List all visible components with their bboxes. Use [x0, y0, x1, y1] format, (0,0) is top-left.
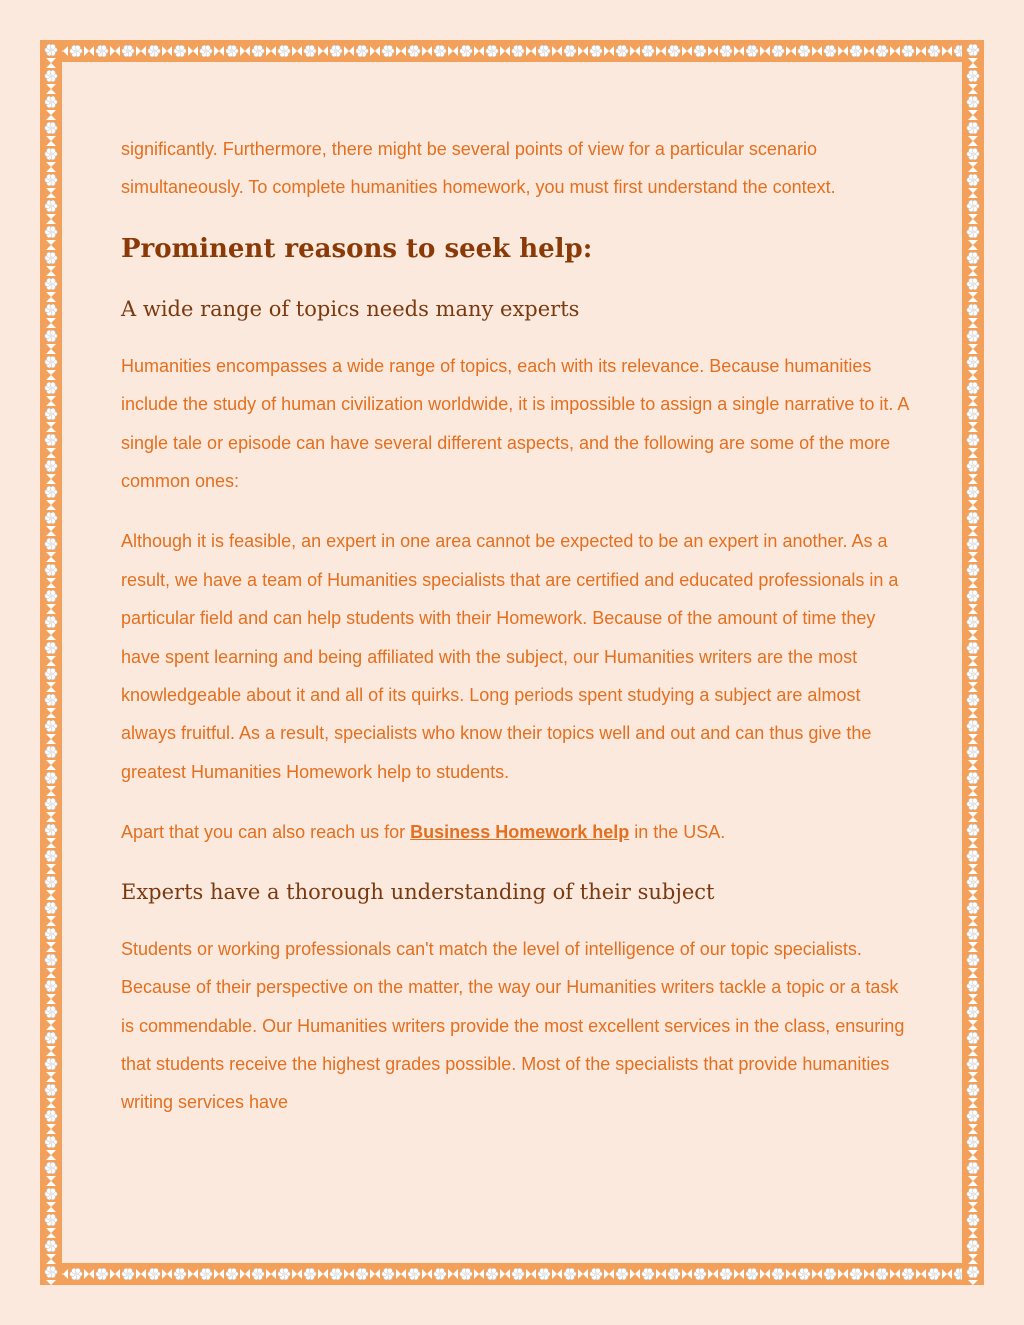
border-pattern-left — [40, 40, 62, 1285]
decorative-border-left — [40, 40, 62, 1285]
document-body — [121, 130, 911, 1144]
decorative-border-top — [40, 40, 984, 62]
paragraph-specialists: Students or working professionals can't match the level of intelligence of our topic specialists. Because of their perspective on the matter, the way our Humanities writers tackle a topic or a task is commendable. Our Humanities writers provide the most excellent services in the class, ensuring that students receive the highest grades possible. Most of the specialists that provide humanities writing services have — [121, 938, 905, 1113]
decorative-border-bottom — [40, 1263, 984, 1285]
border-pattern-right — [962, 40, 984, 1285]
section-heading: Prominent reasons to seek help: — [121, 233, 593, 264]
business-homework-help-link[interactable]: Business Homework help — [410, 822, 630, 843]
paragraph-experts-team: Although it is feasible, an expert in one area cannot be expected to be an expert in another. As a result, we have a team of Humanities specialists that are certified and educated professionals in a particular field and can help students with their Homework. Because of the amount of time they have spent learning and being affiliated with the subject, our Humanities writers are the most knowledgeable about it and all of its quirks. Long periods spent studying a subject are almost always fruitful. As a result, specialists who know their topics well and out and can thus give the greatest Humanities Homework help to students. — [121, 531, 899, 782]
business-help-prefix: Apart that you can also reach us for — [121, 822, 411, 843]
subheading-topics: A wide range of topics needs many experts — [121, 296, 580, 321]
intro-paragraph: significantly. Furthermore, there might be several points of view for a particular scenario simultaneously. To complete humanities homework, you must first understand the context. — [121, 139, 836, 198]
subheading-understanding: Experts have a thorough understanding of their subject — [121, 879, 715, 904]
decorative-border-right — [962, 40, 984, 1285]
business-help-suffix: in the USA. — [629, 822, 726, 843]
border-pattern-bottom — [40, 1263, 984, 1285]
paragraph-business-help — [121, 813, 911, 851]
paragraph-topics: Humanities encompasses a wide range of topics, each with its relevance. Because humanities include the study of human civilization worldwide, it is impossible to assign a single narrative to it. A single tale or episode can have several different aspects, and the following are some of the more common ones: — [121, 355, 909, 492]
border-pattern-top — [40, 40, 984, 62]
